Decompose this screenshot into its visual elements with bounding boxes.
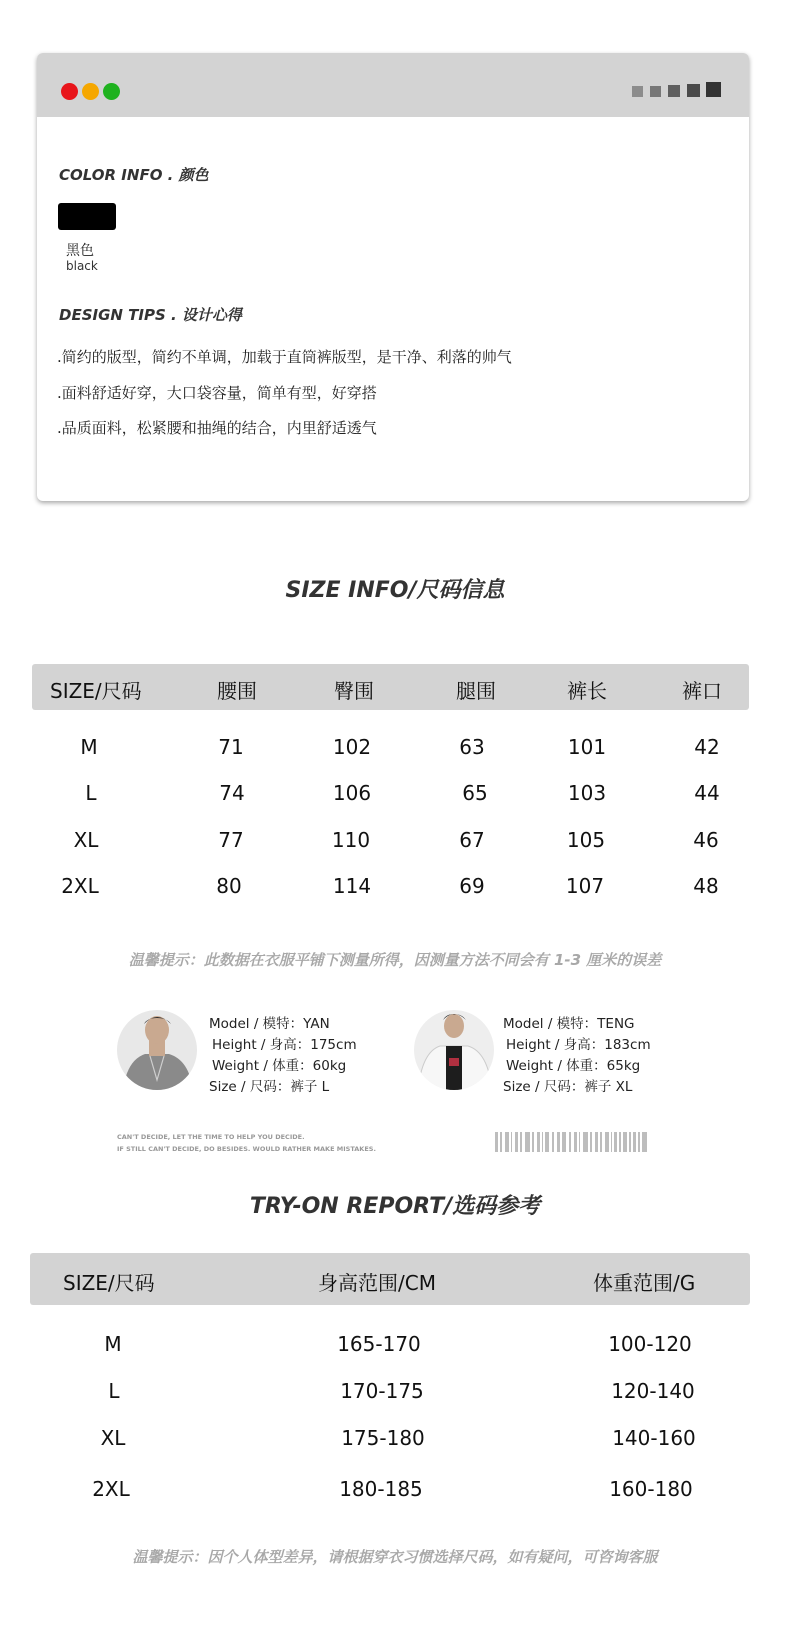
col-thigh: 腿围: [456, 679, 496, 703]
design-tip-3: .品质面料，松紧腰和抽绳的结合，内里舒适透气: [57, 419, 377, 437]
col-height-range: 身高范围/CM: [318, 1271, 436, 1295]
col-size: SIZE/尺码: [50, 679, 142, 703]
table-cell: 120-140: [611, 1379, 695, 1403]
table-cell: 2XL: [61, 874, 99, 898]
table-cell: 114: [332, 874, 372, 898]
table-cell: 180-185: [339, 1477, 423, 1501]
col-hip: 臀围: [334, 679, 374, 703]
model-weight: Weight / 体重：60kg: [212, 1058, 347, 1074]
model-size: Size / 尺码：裤子 XL: [503, 1079, 633, 1095]
table-cell: 107: [565, 874, 605, 898]
table-cell: 65: [462, 781, 488, 805]
table-cell: XL: [73, 828, 99, 852]
table-cell: 2XL: [92, 1477, 130, 1501]
table-cell: L: [85, 781, 97, 805]
color-name-cn: 黑色: [66, 243, 94, 259]
decorative-caption-1: CAN'T DECIDE, LET THE TIME TO HELP YOU DECIDE.: [117, 1133, 305, 1141]
barcode-icon: [495, 1132, 650, 1152]
table-cell: 102: [332, 735, 372, 759]
table-cell: 105: [566, 828, 606, 852]
info-card: [37, 53, 749, 501]
col-length: 裤长: [567, 679, 607, 703]
table-cell: 67: [459, 828, 485, 852]
table-cell: 101: [567, 735, 607, 759]
window-title-bar: [37, 53, 749, 117]
try-on-title: TRY-ON REPORT/选码参考: [249, 1194, 541, 1219]
table-cell: 160-180: [609, 1477, 693, 1501]
table-cell: 46: [693, 828, 719, 852]
green-dot-icon: [103, 83, 120, 100]
model-weight: Weight / 体重：65kg: [506, 1058, 641, 1074]
table-cell: 110: [331, 828, 371, 852]
design-tip-2: .面料舒适好穿，大口袋容量，简单有型，好穿搭: [57, 384, 377, 402]
try-on-note: 温馨提示：因个人体型差异，请根据穿衣习惯选择尺码，如有疑问，可咨询客服: [132, 1548, 658, 1566]
table-cell: 48: [693, 874, 719, 898]
red-dot-icon: [61, 83, 78, 100]
table-cell: 74: [219, 781, 245, 805]
table-cell: M: [80, 735, 98, 759]
table-cell: L: [108, 1379, 120, 1403]
table-cell: 77: [218, 828, 244, 852]
table-cell: 42: [694, 735, 720, 759]
table-cell: 100-120: [608, 1332, 692, 1356]
design-tips-title: DESIGN TIPS . 设计心得: [59, 306, 242, 324]
model-height: Height / 身高：183cm: [506, 1037, 651, 1053]
model-name: Model / 模特：TENG: [503, 1016, 635, 1032]
model-photo-white-shirt-icon: [414, 1010, 494, 1090]
table-cell: 80: [216, 874, 242, 898]
model-size: Size / 尺码：裤子 L: [209, 1079, 330, 1095]
try-on-table-header: [30, 1253, 750, 1305]
table-cell: 44: [694, 781, 720, 805]
color-swatch-black: [58, 203, 116, 230]
size-info-title: SIZE INFO/尺码信息: [285, 578, 505, 603]
table-cell: 103: [567, 781, 607, 805]
yellow-dot-icon: [82, 83, 99, 100]
table-cell: 175-180: [341, 1426, 425, 1450]
table-cell: XL: [100, 1426, 126, 1450]
model-photo-grey-sweater-icon: [117, 1010, 197, 1090]
table-cell: 140-160: [612, 1426, 696, 1450]
table-cell: 71: [218, 735, 244, 759]
table-cell: 165-170: [337, 1332, 421, 1356]
col-weight-range: 体重范围/G: [593, 1271, 696, 1295]
size-measurement-note: 温馨提示：此数据在衣服平铺下测量所得，因测量方法不同会有 1-3 厘米的误差: [128, 951, 662, 969]
model-height: Height / 身高：175cm: [212, 1037, 357, 1053]
decorative-caption-2: IF STILL CAN'T DECIDE, DO BESIDES. WOULD RATHER MAKE MISTAKES.: [117, 1145, 376, 1153]
col-waist: 腰围: [217, 679, 257, 703]
color-name-en: black: [66, 259, 98, 273]
model-name: Model / 模特：YAN: [209, 1016, 330, 1032]
table-cell: M: [104, 1332, 122, 1356]
table-cell: 63: [459, 735, 485, 759]
col-size: SIZE/尺码: [63, 1271, 155, 1295]
size-table-header: [32, 664, 749, 710]
col-leg-opening: 裤口: [682, 679, 722, 703]
design-tip-1: .简约的版型，简约不单调，加载于直筒裤版型，是干净、利落的帅气: [57, 348, 512, 366]
table-cell: 106: [332, 781, 372, 805]
color-info-title: COLOR INFO . 颜色: [59, 166, 209, 184]
table-cell: 170-175: [340, 1379, 424, 1403]
table-cell: 69: [459, 874, 485, 898]
